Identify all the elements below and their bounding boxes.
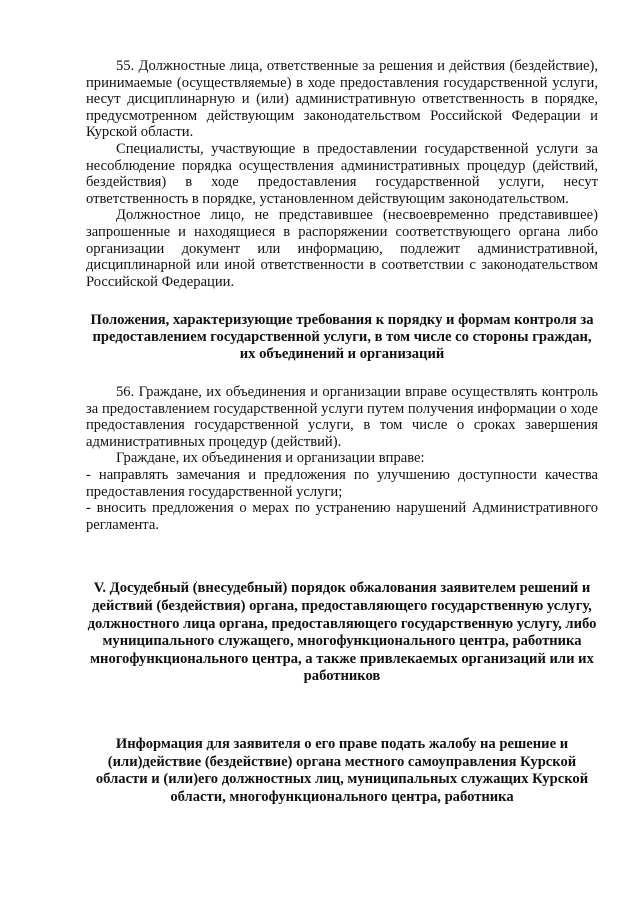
heading-complaint-info: Информация для заявителя о его праве подать жалобу на решение и (или)действие (бездействие) органа местного самоуправления Курской области и (или)его должностных лиц, муниципальных служащих Курской области, многофункционального центра, работника [95,736,589,805]
list-item-proposals: - вносить предложения о мерах по устранению нарушений Административного регламента. [86,500,598,533]
paragraph-56-citizens-control: 56. Граждане, их объединения и организации вправе осуществлять контроль за предоставлением государственной услуги путем получения информации о ходе предоставления государственной услуги, в том числе о сроках завершения административных процедур (действий). [86,384,598,450]
paragraph-citizens-rights: Граждане, их объединения и организации вправе: [116,450,425,467]
spacer [86,290,598,312]
heading-control-requirements: Положения, характеризующие требования к порядку и формам контроля за предоставлением государственной услуги, в том числе со стороны граждан, их объединений и организаций [90,312,594,362]
spacer [86,533,598,580]
list-item-remarks: - направлять замечания и предложения по улучшению доступности качества предоставления государственной услуги; [86,467,598,500]
paragraph-specialists-responsibility: Специалисты, участвующие в предоставлении государственной услуги за несоблюдение порядка осуществления административных процедур (действий, бездействия) в ходе предоставления государственной услуги, несут ответственность в порядке, установленном действующим законодательством. [86,140,598,207]
paragraph-official-documents: Должностное лицо, не представившее (несвоевременно представившее) запрошенные и находящиеся в распоряжении соответствующего органа либо организации документ или информацию, подлежит административной, дисциплинарной или иной ответственности в соответствии с законодательством Российской Федерации. [86,207,598,290]
spacer [86,686,598,736]
spacer [86,362,598,384]
paragraph-55-responsibility: 55. Должностные лица, ответственные за решения и действия (бездействие), принимаемые (осуществляемые) в ходе предоставления государственной услуги, несут дисциплинарную и (или) административную ответственность в порядке, предусмотренном действующим законодательством Российской Федерации и Курской области. [86,58,598,141]
section-v-heading: V. Досудебный (внесудебный) порядок обжалования заявителем решений и действий (бездействия) органа, предоставляющего государственную услугу, должностного лица органа, предоставляющего государственную услугу, либо муниципального служащего, многофункционального центра, работника многофункционального центра, а также привлекаемых организаций или их работников [87,580,597,685]
page-content [86,58,598,806]
